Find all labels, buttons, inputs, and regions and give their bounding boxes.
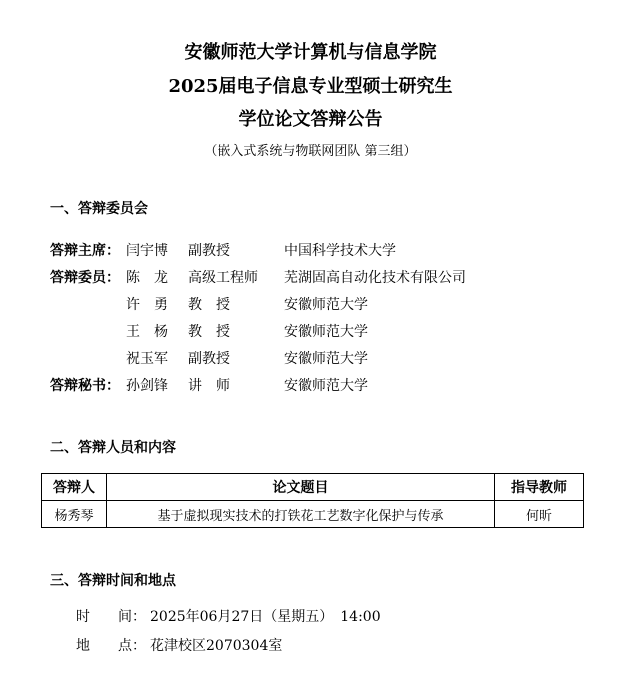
committee-name: 许 勇 [126,297,168,313]
title-line-1: 安徽师范大学计算机与信息学院 [184,42,437,63]
place-value: 花津校区2070304室 [150,638,283,654]
table-row [42,501,584,528]
committee-title: 讲 师 [188,378,230,394]
time-value: 2025年06月27日（星期五） 14:00 [150,609,381,625]
committee-title: 副教授 [188,351,230,367]
committee-org: 安徽师范大学 [284,297,368,313]
advisor-cell: 何昕 [495,501,584,528]
committee-org: 安徽师范大学 [284,324,368,340]
place-line [76,635,282,655]
defense-heading: 二、答辩人员和内容 [50,440,176,456]
committee-name: 孙剑锋 [126,378,168,394]
time-line [76,606,381,626]
subtitle: （嵌入式系统与物联网团队 第三组） [204,144,417,159]
committee-name: 陈 龙 [126,270,168,286]
committee-org: 中国科学技术大学 [284,243,396,259]
schedule-heading: 三、答辩时间和地点 [50,573,176,589]
committee-org: 安徽师范大学 [284,351,368,367]
col-student-header: 答辩人 [42,474,107,501]
topic-cell: 基于虚拟现实技术的打铁花工艺数字化保护与传承 [107,501,495,528]
student-cell: 杨秀琴 [42,501,107,528]
committee-name: 祝玉军 [126,351,168,367]
committee-title: 高级工程师 [188,270,258,286]
committee-role: 答辩秘书： [50,378,120,394]
title-line-2: 2025届电子信息专业型硕士研究生 [168,76,453,97]
committee-name: 闫宇博 [126,243,168,259]
committee-title: 副教授 [188,243,230,259]
committee-org: 芜湖固高自动化技术有限公司 [284,270,466,286]
table-header-row [42,474,584,501]
defense-table [41,473,584,528]
committee-org: 安徽师范大学 [284,378,368,394]
place-label: 地 点： [76,638,146,654]
title-line-3: 学位论文答辩公告 [238,109,383,130]
committee-role: 答辩主席： [50,243,120,259]
committee-name: 王 杨 [126,324,168,340]
committee-role: 答辩委员： [50,270,120,286]
col-advisor-header: 指导教师 [495,474,584,501]
committee-title: 教 授 [188,324,230,340]
time-label: 时 间： [76,609,146,625]
committee-title: 教 授 [188,297,230,313]
committee-heading: 一、答辩委员会 [50,201,148,217]
col-topic-header: 论文题目 [107,474,495,501]
